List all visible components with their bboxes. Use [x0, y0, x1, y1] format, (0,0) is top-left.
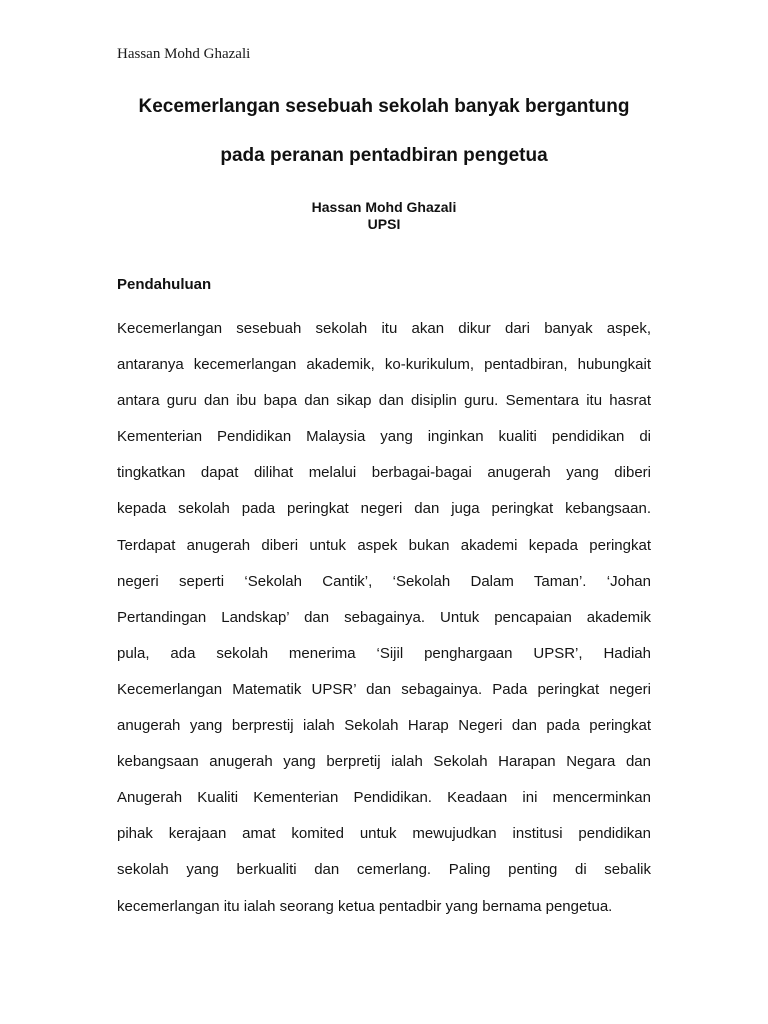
paragraph-line: negeri seperti ‘Sekolah Cantik’, ‘Sekolah Dalam Taman’. ‘Johan — [117, 573, 651, 590]
running-header-author: Hassan Mohd Ghazali — [117, 46, 251, 62]
paragraph-line: Terdapat anugerah diberi untuk aspek bukan akademi kepada peringkat — [117, 537, 651, 554]
paragraph-line: anugerah yang berprestij ialah Sekolah Harap Negeri dan pada peringkat — [117, 717, 651, 734]
byline-affiliation: UPSI — [367, 216, 401, 232]
paragraph-line: Kementerian Pendidikan Malaysia yang inginkan kualiti pendidikan di — [117, 428, 651, 445]
paragraph-line: tingkatkan dapat dilihat melalui berbagai-bagai anugerah yang diberi — [117, 464, 651, 481]
paragraph-line: antaranya kecemerlangan akademik, ko-kurikulum, pentadbiran, hubungkait — [117, 356, 651, 373]
byline-author: Hassan Mohd Ghazali — [311, 199, 457, 215]
paragraph-line: kebangsaan anugerah yang berpretij ialah Sekolah Harapan Negara dan — [117, 753, 651, 770]
paragraph-line: kecemerlangan itu ialah seorang ketua pentadbir yang bernama pengetua. — [117, 898, 613, 915]
paragraph-line: pihak kerajaan amat komited untuk mewujudkan institusi pendidikan — [117, 825, 651, 842]
paragraph-line: kepada sekolah pada peringkat negeri dan juga peringkat kebangsaan. — [117, 500, 651, 517]
paragraph-line: Kecemerlangan sesebuah sekolah itu akan dikur dari banyak aspek, — [117, 320, 651, 337]
paragraph-line: antara guru dan ibu bapa dan sikap dan disiplin guru. Sementara itu hasrat — [117, 392, 651, 409]
paragraph-line: Kecemerlangan Matematik UPSR’ dan sebagainya. Pada peringkat negeri — [117, 681, 651, 698]
paragraph-line: Pertandingan Landskap’ dan sebagainya. Untuk pencapaian akademik — [117, 609, 651, 626]
paragraph-line: sekolah yang berkualiti dan cemerlang. Paling penting di sebalik — [117, 861, 651, 878]
document-title-line-1: Kecemerlangan sesebuah sekolah banyak bergantung — [138, 96, 630, 117]
paragraph-line: Anugerah Kualiti Kementerian Pendidikan. Keadaan ini mencerminkan — [117, 789, 651, 806]
document-title-line-2: pada peranan pentadbiran pengetua — [220, 145, 548, 166]
section-heading: Pendahuluan — [117, 276, 212, 293]
paragraph-line: pula, ada sekolah menerima ‘Sijil penghargaan UPSR’, Hadiah — [117, 645, 651, 662]
